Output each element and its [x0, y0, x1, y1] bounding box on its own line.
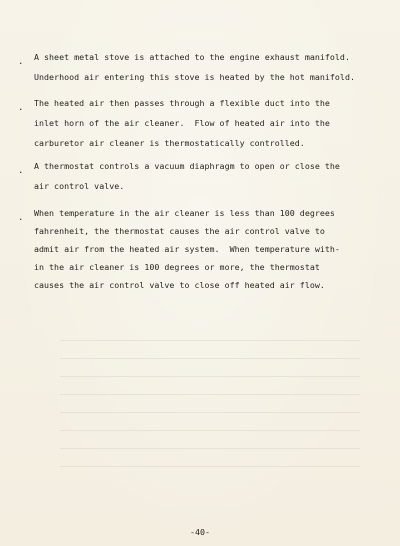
- paragraph-line: A sheet metal stove is attached to the engine exhaust manifold.: [34, 52, 350, 62]
- paragraph-line: air control valve.: [34, 181, 125, 191]
- bullet: .: [18, 103, 24, 113]
- paragraph-line: inlet horn of the air cleaner. Flow of heated air into the: [34, 118, 330, 128]
- paragraph-line: The heated air then passes through a flexible duct into the: [34, 98, 330, 108]
- paragraph-line: carburetor air cleaner is thermostatically controlled.: [34, 138, 305, 148]
- bullet: .: [18, 57, 24, 67]
- paragraph-line: When temperature in the air cleaner is less than 100 degrees: [34, 208, 335, 218]
- show-through-texture: [60, 340, 360, 500]
- bullet: .: [18, 166, 24, 176]
- paragraph-line: Underhood air entering this stove is heated by the hot manifold.: [34, 72, 355, 82]
- paragraph-line: causes the air control valve to close off heated air flow.: [34, 280, 325, 290]
- bullet: .: [18, 213, 24, 223]
- paragraph-line: in the air cleaner is 100 degrees or more, the thermostat: [34, 262, 320, 272]
- paragraph-line: fahrenheit, the thermostat causes the air control valve to: [34, 226, 325, 236]
- paragraph-line: admit air from the heated air system. When temperature with-: [34, 244, 340, 254]
- paragraph-line: A thermostat controls a vacuum diaphragm to open or close the: [34, 161, 340, 171]
- page-number: -40-: [190, 527, 210, 537]
